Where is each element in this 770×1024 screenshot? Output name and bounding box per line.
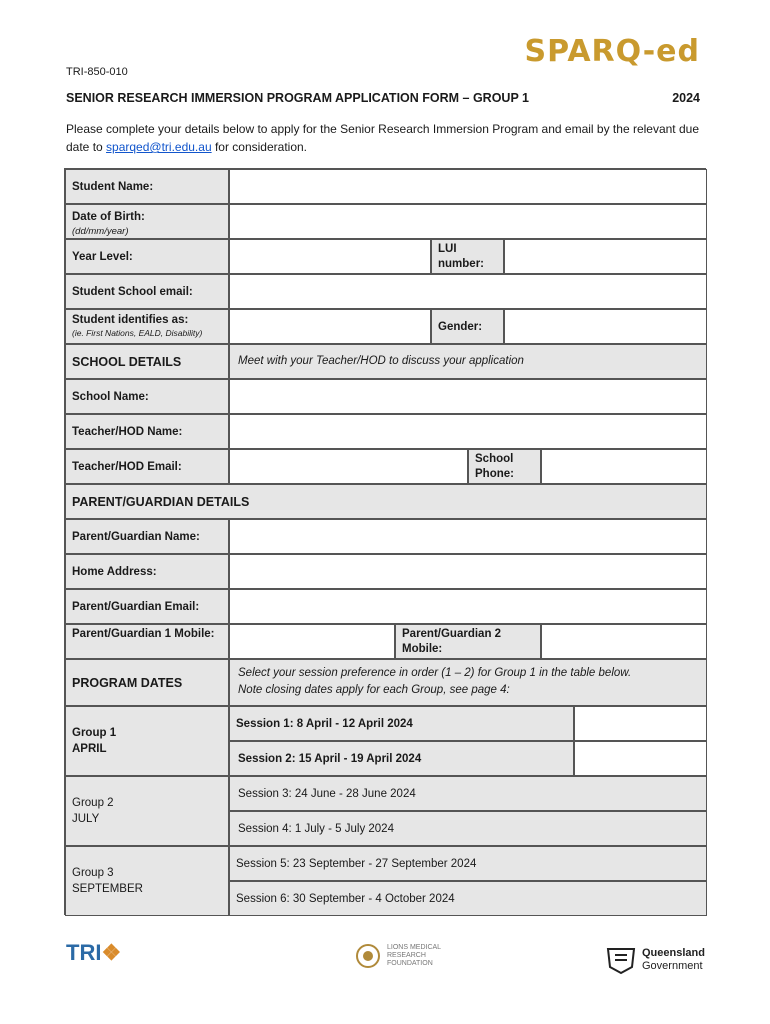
school-phone-label: School Phone: <box>468 449 541 484</box>
session1-preference-field[interactable] <box>574 706 707 741</box>
student-name-field[interactable] <box>229 169 707 204</box>
program-dates-note <box>229 659 707 706</box>
group3-month: SEPTEMBER <box>72 883 143 895</box>
student-name-label: Student Name: <box>65 169 229 204</box>
group2-month: JULY <box>72 813 100 825</box>
parent-name-label: Parent/Guardian Name: <box>65 519 229 554</box>
parent1-mobile-field[interactable] <box>229 624 395 659</box>
program-note-line1: Select your session preference in order (1 – 2) for Group 1 in the table below. <box>238 667 632 679</box>
group2-name: Group 2 <box>72 797 114 809</box>
session3-label: Session 3: 24 June - 28 June 2024 <box>229 776 707 811</box>
gender-label: Gender: <box>431 309 504 344</box>
queensland-crest-icon <box>604 945 638 975</box>
tri-logo <box>66 940 121 966</box>
home-address-field[interactable] <box>229 554 707 589</box>
parent-details-heading: PARENT/GUARDIAN DETAILS <box>65 484 707 519</box>
dob-field[interactable] <box>229 204 707 239</box>
parent-name-field[interactable] <box>229 519 707 554</box>
intro-paragraph <box>66 120 706 156</box>
parent1-mobile-label: Parent/Guardian 1 Mobile: <box>65 624 229 659</box>
identifies-label-cell <box>65 309 229 344</box>
school-details-note: Meet with your Teacher/HOD to discuss your application <box>229 344 707 379</box>
lions-logo-text: LIONS MEDICAL RESEARCH FOUNDATION <box>387 944 441 967</box>
queensland-government-logo <box>604 945 705 975</box>
group3-name: Group 3 <box>72 867 114 879</box>
intro-text-after: for consideration. <box>211 140 308 154</box>
parent-email-label: Parent/Guardian Email: <box>65 589 229 624</box>
parent-email-field[interactable] <box>229 589 707 624</box>
school-phone-field[interactable] <box>541 449 707 484</box>
qld-line2: Government <box>642 960 703 972</box>
tri-logo-mark-icon: ❖ <box>101 940 122 965</box>
session6-label: Session 6: 30 September - 4 October 2024 <box>229 881 707 916</box>
session4-label: Session 4: 1 July - 5 July 2024 <box>229 811 707 846</box>
year-level-label: Year Level: <box>65 239 229 274</box>
gender-field[interactable] <box>504 309 707 344</box>
lui-field[interactable] <box>504 239 707 274</box>
qld-line1: Queensland <box>642 947 705 959</box>
session2-label: Session 2: 15 April - 19 April 2024 <box>229 741 574 776</box>
document-id: TRI-850-010 <box>66 66 128 78</box>
form-year: 2024 <box>672 91 700 105</box>
school-details-heading: SCHOOL DETAILS <box>65 344 229 379</box>
form-title: SENIOR RESEARCH IMMERSION PROGRAM APPLICATION FORM – GROUP 1 <box>66 91 530 105</box>
lui-label: LUI number: <box>431 239 504 274</box>
teacher-name-field[interactable] <box>229 414 707 449</box>
tri-logo-text: TRI <box>66 940 102 965</box>
student-school-email-field[interactable] <box>229 274 707 309</box>
dob-label-cell <box>65 204 229 239</box>
school-name-field[interactable] <box>229 379 707 414</box>
program-note-line2: Note closing dates apply for each Group, see page 4: <box>238 684 510 696</box>
group3-label <box>65 846 229 916</box>
session1-label: Session 1: 8 April - 12 April 2024 <box>229 706 574 741</box>
intro-text-before: Please complete your details below to apply for the Senior Research Immersion Program and email by the relevant due date to <box>66 122 699 154</box>
teacher-email-label: Teacher/HOD Email: <box>65 449 229 484</box>
identifies-hint: (ie. First Nations, EALD, Disability) <box>72 328 203 338</box>
group2-label <box>65 776 229 846</box>
group1-name: Group 1 <box>72 727 117 739</box>
parent2-mobile-field[interactable] <box>541 624 707 659</box>
dob-label: Date of Birth: <box>72 211 145 223</box>
lions-foundation-logo <box>355 943 449 969</box>
sparq-ed-logo: SPARQ-ed <box>524 34 700 69</box>
group1-label <box>65 706 229 776</box>
application-form <box>64 168 706 915</box>
teacher-name-label: Teacher/HOD Name: <box>65 414 229 449</box>
school-name-label: School Name: <box>65 379 229 414</box>
student-school-email-label: Student School email: <box>65 274 229 309</box>
parent2-mobile-label: Parent/Guardian 2 Mobile: <box>395 624 541 659</box>
dob-hint: (dd/mm/year) <box>72 226 129 237</box>
session5-label: Session 5: 23 September - 27 September 2024 <box>229 846 707 881</box>
lions-emblem-icon <box>355 943 381 969</box>
identifies-label: Student identifies as: <box>72 314 189 326</box>
teacher-email-field[interactable] <box>229 449 468 484</box>
session2-preference-field[interactable] <box>574 741 707 776</box>
year-level-field[interactable] <box>229 239 431 274</box>
identifies-field[interactable] <box>229 309 431 344</box>
email-link[interactable]: sparqed@tri.edu.au <box>106 140 212 154</box>
group1-month: APRIL <box>72 743 107 755</box>
home-address-label: Home Address: <box>65 554 229 589</box>
program-dates-heading: PROGRAM DATES <box>65 659 229 706</box>
